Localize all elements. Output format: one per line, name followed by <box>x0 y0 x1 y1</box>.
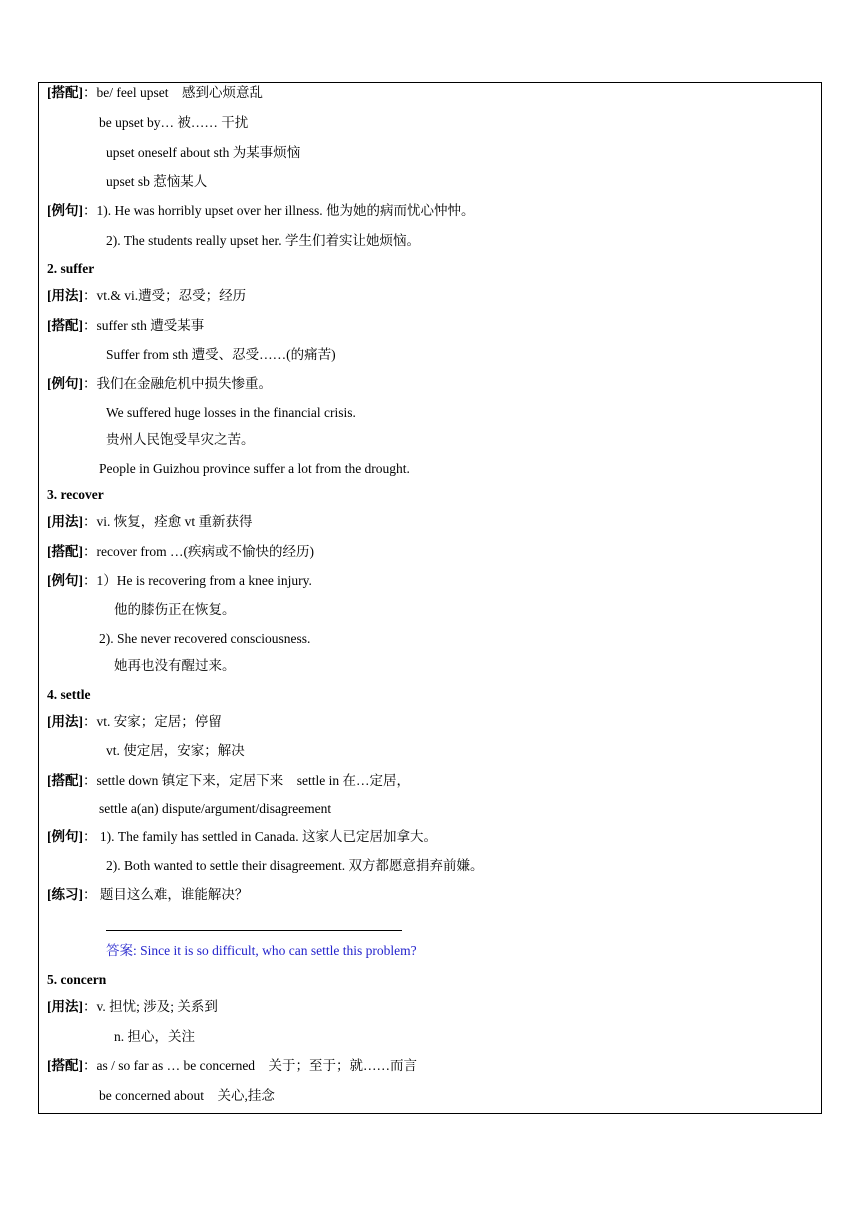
settle-practice-line: [练习]： 题目这么难，谁能解决？ <box>47 887 249 902</box>
upset-example-line: [例句]：1). He was horribly upset over her illness. 他为她的病而忧心忡忡。 <box>47 203 475 218</box>
recover-collocation-line: [搭配]：recover from …(疾病或不愉快的经历) <box>47 544 314 559</box>
answer-blank-line <box>106 930 402 931</box>
concern-collocation-2: be concerned about 关心,挂念 <box>99 1088 275 1103</box>
collocation-tag: [搭配] <box>47 773 83 788</box>
suffer-example-2: We suffered huge losses in the financial crisis. <box>106 405 356 420</box>
usage-tag: [用法] <box>47 999 83 1014</box>
settle-example-2: 2). Both wanted to settle their disagreement. 双方都愿意捐弃前嫌。 <box>106 858 484 873</box>
suffer-usage-line: [用法]：vt.& vi.遭受；忍受；经历 <box>47 288 247 303</box>
example-tag: [例句] <box>47 376 83 391</box>
upset-collocation-4: upset sb 惹恼某人 <box>106 174 208 189</box>
concern-usage-2: n. 担心，关注 <box>114 1029 195 1044</box>
collocation-tag: [搭配] <box>47 85 83 100</box>
section-heading-recover: 3. recover <box>47 487 104 502</box>
collocation-tag: [搭配] <box>47 544 83 559</box>
suffer-collocation-2: Suffer from sth 遭受、忍受……(的痛苦) <box>106 347 336 362</box>
recover-example-line: [例句]：1）He is recovering from a knee injury. <box>47 573 312 588</box>
collocation-tag: [搭配] <box>47 1058 83 1073</box>
upset-collocation-3: upset oneself about sth 为某事烦恼 <box>106 145 301 160</box>
upset-example-2: 2). The students really upset her. 学生们着实让她烦恼。 <box>106 233 420 248</box>
usage-tag: [用法] <box>47 288 83 303</box>
recover-example-2: 他的膝伤正在恢复。 <box>114 602 236 617</box>
usage-tag: [用法] <box>47 514 83 529</box>
upset-collocation-2: be upset by… 被…… 干扰 <box>99 115 249 130</box>
section-heading-concern: 5. concern <box>47 972 107 987</box>
section-heading-settle: 4. settle <box>47 687 91 702</box>
settle-usage-line: [用法]：vt. 安家；定居；停留 <box>47 714 222 729</box>
upset-collocation-line: [搭配]：be/ feel upset 感到心烦意乱 <box>47 85 263 100</box>
settle-usage-2: vt. 使定居，安家；解决 <box>106 743 245 758</box>
concern-usage-line: [用法]：v. 担忧; 涉及; 关系到 <box>47 999 218 1014</box>
recover-usage-line: [用法]：vi. 恢复，痊愈 vt 重新获得 <box>47 514 253 529</box>
example-tag: [例句] <box>47 203 83 218</box>
section-heading-suffer: 2. suffer <box>47 261 95 276</box>
recover-example-3: 2). She never recovered consciousness. <box>99 631 311 646</box>
suffer-example-3: 贵州人民饱受旱灾之苦。 <box>106 432 255 447</box>
concern-collocation-line: [搭配]：as / so far as … be concerned 关于；至于；就……而言 <box>47 1058 418 1073</box>
collocation-tag: [搭配] <box>47 318 83 333</box>
settle-collocation-2: settle a(an) dispute/argument/disagreement <box>99 801 332 816</box>
suffer-example-line: [例句]：我们在金融危机中损失惨重。 <box>47 376 272 391</box>
suffer-example-4: People in Guizhou province suffer a lot from the drought. <box>99 461 410 476</box>
example-tag: [例句] <box>47 829 83 844</box>
suffer-collocation-line: [搭配]：suffer sth 遭受某事 <box>47 318 205 333</box>
example-tag: [例句] <box>47 573 83 588</box>
usage-tag: [用法] <box>47 714 83 729</box>
settle-collocation-line: [搭配]：settle down 镇定下来，定居下来 settle in 在…定居， <box>47 773 410 788</box>
settle-example-line: [例句]： 1). The family has settled in Canada. 这家人已定居加拿大。 <box>47 829 437 844</box>
settle-answer: 答案: Since it is so difficult, who can settle this problem? <box>106 943 417 958</box>
recover-example-4: 她再也没有醒过来。 <box>114 658 236 673</box>
practice-tag: [练习] <box>47 887 83 902</box>
